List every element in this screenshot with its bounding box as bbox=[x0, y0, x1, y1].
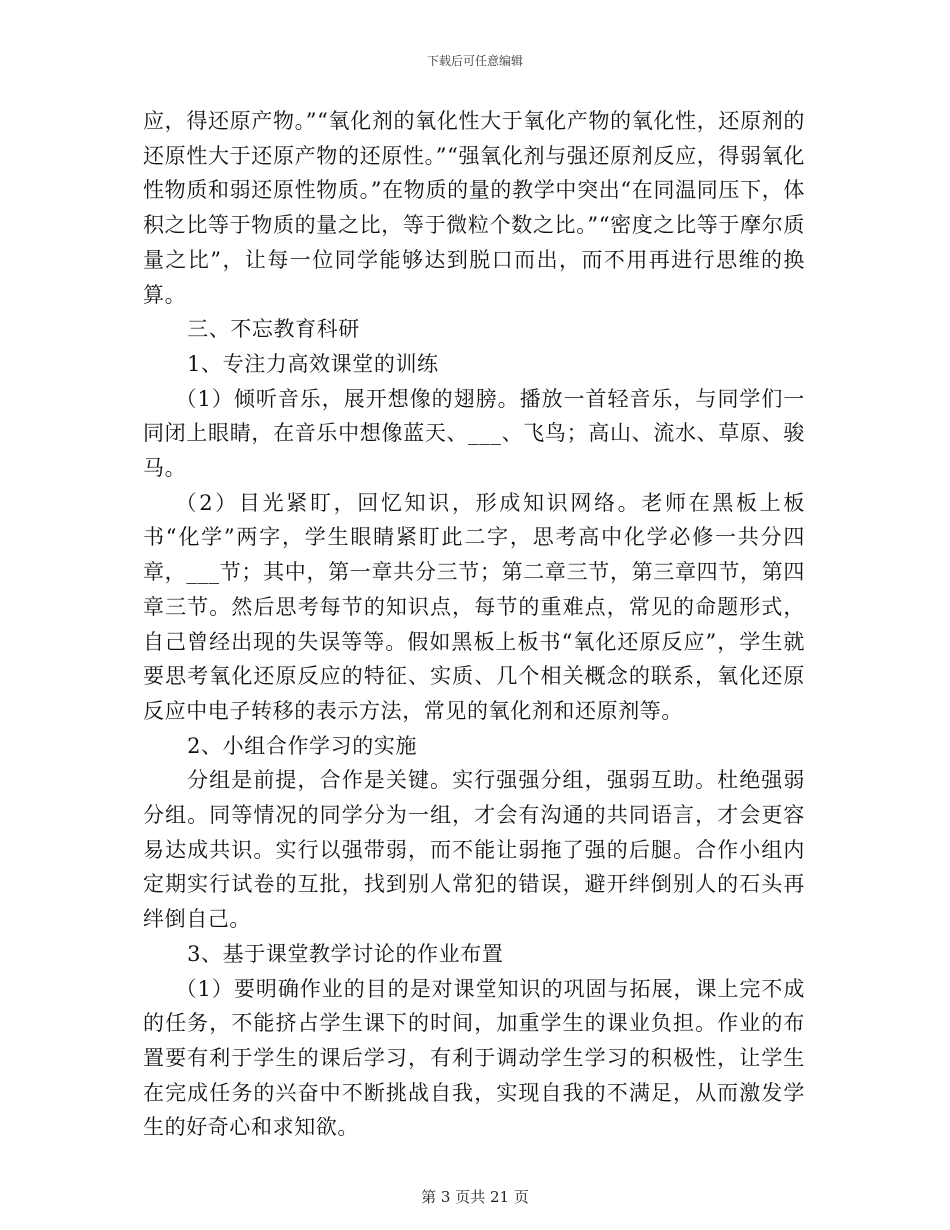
section-heading: 三、不忘教育科研 bbox=[187, 317, 360, 342]
paragraph: （1）要明确作业的目的是对课堂知识的巩固与拓展，课上完不成的任务，不能挤占学生课下的时间，加重学生的课业负担。作业的布置要有利于学生的课后学习，有利于调动学生学习的积极性，让学生在完成任务的兴奋中不断挑战自我，实现自我的不满足，从而激发学生的好奇心和求知欲。 bbox=[143, 976, 805, 1140]
page-header: 下载后可任意编辑 bbox=[426, 54, 523, 68]
paragraph-continuation: 应，得还原产物。”“氧化剂的氧化性大于氧化产物的氧化性，还原剂的还原性大于还原产物的还原性。”“强氧化剂与强还原剂反应，得弱氧化性物质和弱还原性物质。”在物质的量的教学中突出“在同温同压下，体积之比等于物质的量之比，等于微粒个数之比。”“密度之比等于摩尔质量之比”，让每一位同学能够达到脱口而出，而不用再进行思维的换算。 bbox=[143, 109, 805, 307]
paragraph: （1）倾听音乐，展开想像的翅膀。播放一首轻音乐，与同学们一同闭上眼睛，在音乐中想像蓝天、___、飞鸟；高山、流水、草原、骏马。 bbox=[143, 386, 805, 481]
subsection-heading: 2、小组合作学习的实施 bbox=[187, 733, 418, 758]
paragraph: 分组是前提，合作是关键。实行强强分组，强弱互助。杜绝强弱分组。同等情况的同学分为一组，才会有沟通的共同语言，才会更容易达成共识。实行以强带弱，而不能让弱拖了强的后腿。合作小组内定期实行试卷的互批，找到别人常犯的错误，避开绊倒别人的石头再绊倒自己。 bbox=[143, 768, 805, 932]
subsection-heading: 1、专注力高效课堂的训练 bbox=[187, 351, 439, 376]
document-body bbox=[143, 104, 805, 1145]
page-footer: 第 3 页共 21 页 bbox=[421, 1188, 529, 1206]
subsection-heading: 3、基于课堂教学讨论的作业布置 bbox=[187, 941, 504, 966]
paragraph: （2）目光紧盯，回忆知识，形成知识网络。老师在黑板上板书“化学”两字，学生眼睛紧盯此二字，思考高中化学必修一共分四章，___节；其中，第一章共分三节；第二章三节，第三章四节，第四章三节。然后思考每节的知识点，每节的重难点，常见的命题形式，自己曾经出现的失误等等。假如黑板上板书“氧化还原反应”，学生就要思考氧化还原反应的特征、实质、几个相关概念的联系，氧化还原反应中电子转移的表示方法，常见的氧化剂和还原剂等。 bbox=[143, 490, 805, 723]
